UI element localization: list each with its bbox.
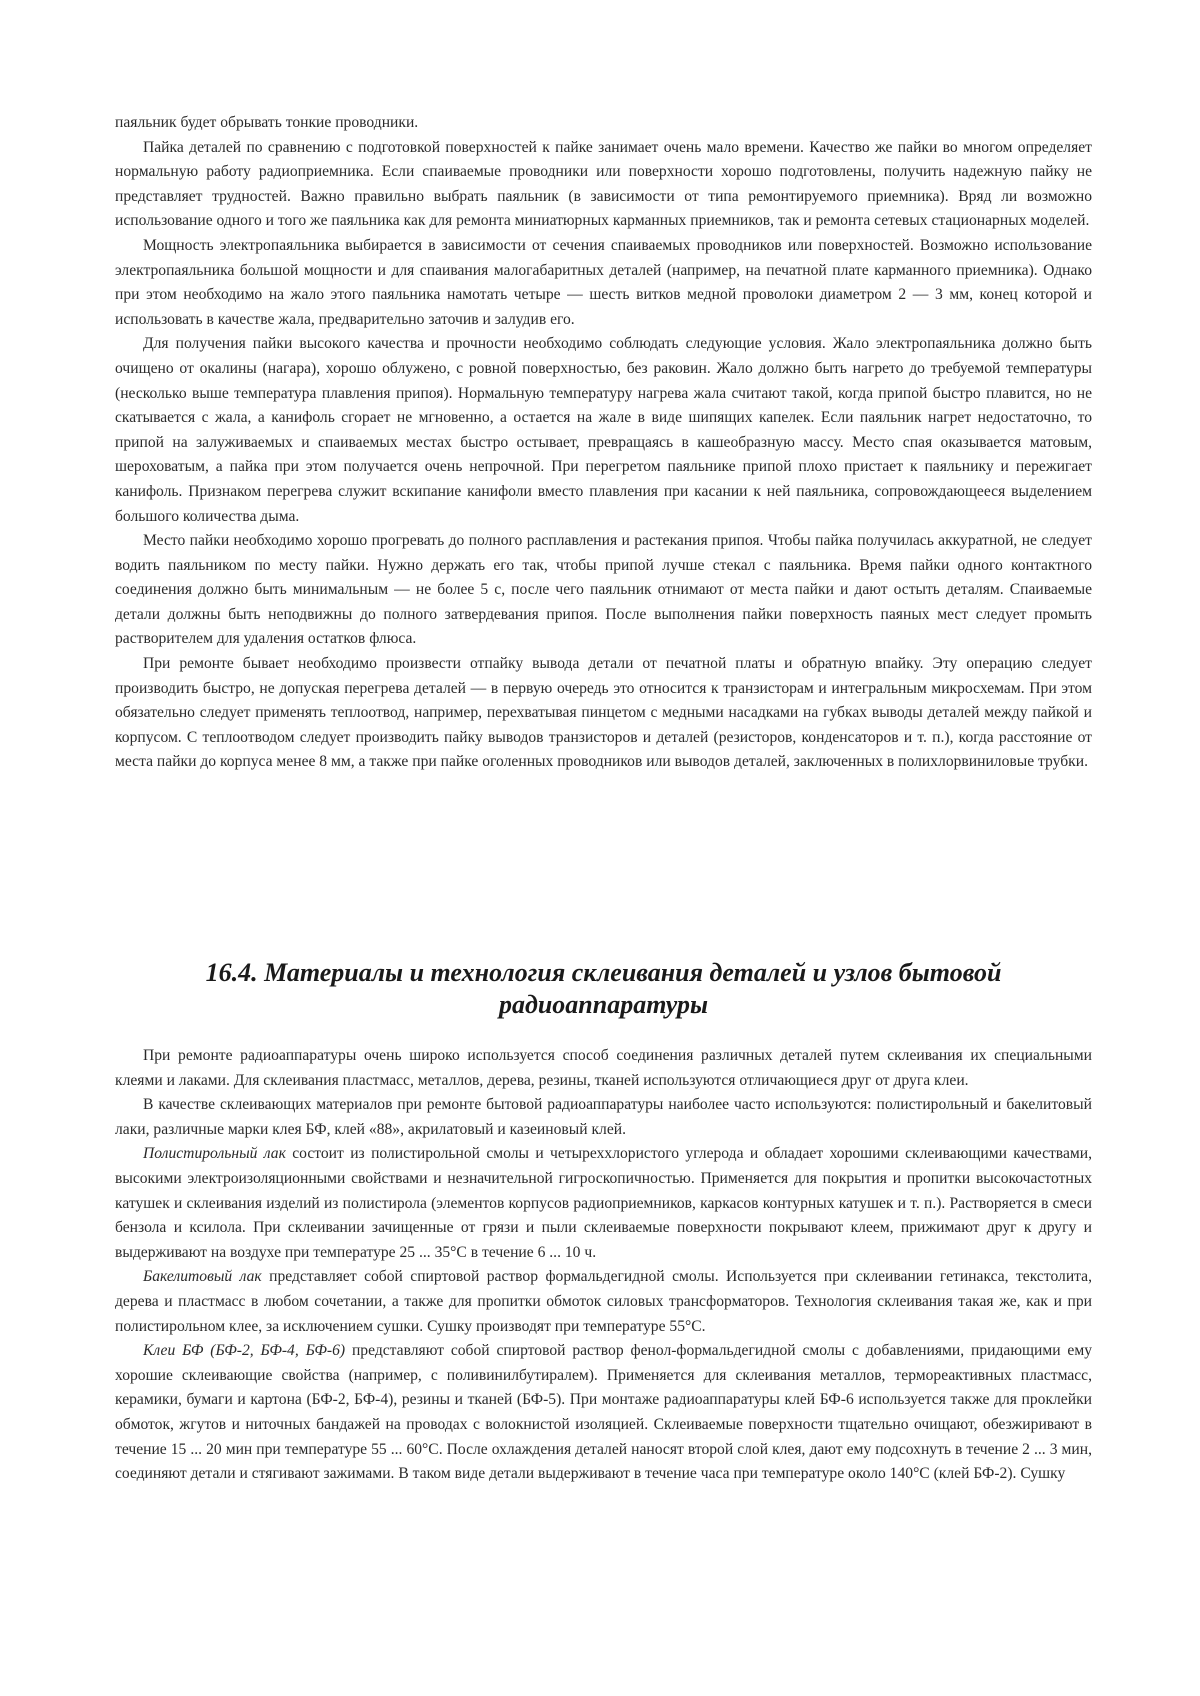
paragraph: Для получения пайки высокого качества и прочности необходимо соблюдать следующие условия. Жало электропаяльника должно быть очищено от окалины (нагара), хорошо облужено, с ровной поверхностью, без раковин. Жало должно быть нагрето до требуемой температуры (несколько выше температура плавления припоя). Нормальную температуру нагрева жала считают такой, когда припой быстро плавится, но не скатывается с жала, а канифоль сгорает не мгновенно, а остается на жале в виде шипящих капелек. Если паяльник нагрет недостаточно, то припой на залуживаемых и спаиваемых местах быстро остывает, превращаясь в кашеобразную массу. Место спая оказывается матовым, шероховатым, а пайка при этом получается очень непрочной. При перегретом паяльнике припой плохо пристает к паяльнику и пережигает канифоль. Признаком перегрева служит вскипание канифоли вместо плавления при касании к ней паяльника, сопровождающееся выделением большого количества дыма. (115, 335, 1092, 525)
paragraph: Место пайки необходимо хорошо прогревать до полного расплавления и растекания припоя. Чтобы пайка получилась аккуратной, не следует водить паяльником по месту пайки. Нужно держать его так, чтобы припой лучше стекал с паяльника. Время пайки одного контактного соединения должно быть минимальным — не более 5 с, после чего паяльник отнимают от места пайки и дают остыть деталям. Спаиваемые детали должны быть неподвижны до полного затвердевания припоя. После выполнения пайки поверхность паяных мест следует промыть растворителем для удаления остатков флюса. (115, 532, 1092, 648)
paragraph (115, 1339, 1092, 1487)
material-term: Полистирольный лак (143, 1145, 286, 1163)
section-heading-line: 16.4. Материалы и технология склеивания деталей и узлов бытовой (205, 958, 1002, 987)
paragraph: Мощность электропаяльника выбирается в зависимости от сечения спаиваемых проводников или поверхностей. Возможно использование электропаяльника большой мощности и для спаивания малогабаритных деталей (например, на печатной плате карманного приемника). Однако при этом необходимо на жало этого паяльника намотать четыре — шесть витков медной проволоки диаметром 2 — 3 мм, конец которой и использовать в качестве жала, предварительно заточив и залудив его. (115, 236, 1092, 328)
paragraph: Пайка деталей по сравнению с подготовкой поверхностей к пайке занимает очень мало времени. Качество же пайки во многом определяет нормальную работу радиоприемника. Если спаиваемые проводники или поверхности хорошо подготовлены, получить надежную пайку не представляет трудностей. Важно правильно выбрать паяльник (в зависимости от типа ремонтируемого приемника). Вряд ли возможно использование одного и того же паяльника как для ремонта миниатюрных карманных приемников, так и ремонта сетевых стационарных моделей. (115, 138, 1092, 230)
material-term: Бакелитовый лак (143, 1268, 262, 1286)
material-term: Клеи БФ (БФ-2, БФ-4, БФ-6) (143, 1342, 346, 1360)
paragraph-text: представляют собой спиртовой раствор фенол-формальдегидной смолы с добавлениями, придающими ему хорошие склеивающие свойства (например, с поливинилбутиралем). Применяется для склеивания металлов, термореактивных пластмасс, керамики, бумаги и картона (БФ-2, БФ-4), резины и тканей (БФ-5). При монтаже радиоаппаратуры клей БФ-6 используется также для проклейки обмоток, жгутов и ниточных бандажей на проводах с волокнистой изоляцией. Склеиваемые поверхности тщательно очищают, обезжиривают в течение 15 ... 20 мин при температуре 55 ... 60°С. После охлаждения деталей наносят второй слой клея, дают ему подсохнуть в течение 2 ... 3 мин, соединяют детали и стягивают зажимами. В таком виде детали выдерживают в течение часа при температуре около 140°С (клей БФ-2). Сушку (115, 1342, 1092, 1483)
paragraph-text: представляет собой спиртовой раствор формальдегидной смолы. Используется при склеивании гетинакса, текстолита, дерева и пластмасс в любом сочетании, а также для пропитки обмоток силовых трансформаторов. Технология склеивания такая же, как и при полистирольном клее, за исключением сушки. Сушку производят при температуре 55°С. (115, 1268, 1092, 1335)
paragraph-text: При ремонте радиоаппаратуры очень широко используется способ соединения различных деталей путем склеивания их специальными клеями и лаками. Для склеивания пластмасс, металлов, дерева, резины, тканей используются отличающиеся друг от друга клеи. (115, 1047, 1092, 1089)
paragraph-text: состоит из полистирольной смолы и четыреххлористого углерода и обладает хорошими склеивающими качествами, высокими электроизоляционными свойствами и незначительной гигроскопичностью. Применяется для покрытия и пропитки высокочастотных катушек и склеивания изделий из полистирола (элементов корпусов радиоприемников, каркасов контурных катушек и т. п.). Растворяется в смеси бензола и ксилола. При склеивании зачищенные от грязи и пыли склеиваемые поверхности покрывают клеем, прижимают друг к другу и выдерживают на воздухе при температуре 25 ... 35°С в течение 6 ... 10 ч. (115, 1145, 1093, 1261)
paragraph (115, 1093, 1092, 1142)
paragraph (115, 1044, 1092, 1093)
paragraph (115, 1142, 1092, 1265)
text-block-gluing (115, 1044, 1092, 1487)
paragraph (115, 1265, 1092, 1339)
paragraph: При ремонте бывает необходимо произвести отпайку вывода детали от печатной платы и обратную впайку. Эту операцию следует производить быстро, не допуская перегрева деталей — в первую очередь это относится к транзисторам и интегральным микросхемам. При этом обязательно следует применять теплоотвод, например, перехватывая пинцетом с медными насадками на губках выводы деталей между пайкой и корпусом. С теплоотводом следует производить пайку выводов транзисторов и деталей (резисторов, конденсаторов и т. п.), когда расстояние от места пайки до корпуса менее 8 мм, а также при пайке оголенных проводников или выводов деталей, заключенных в полихлорвиниловые трубки. (115, 655, 1092, 771)
text-block-soldering (115, 111, 1092, 775)
section-heading (115, 957, 1092, 1021)
paragraph: паяльник будет обрывать тонкие проводники. (115, 114, 419, 131)
section-heading-line: радиоаппаратуры (498, 990, 709, 1019)
paragraph-text: В качестве склеивающих материалов при ремонте бытовой радиоаппаратуры наиболее часто используются: полистирольный и бакелитовый лаки, различные марки клея БФ, клей «88», акрилатовый и казеиновый клей. (115, 1096, 1092, 1138)
